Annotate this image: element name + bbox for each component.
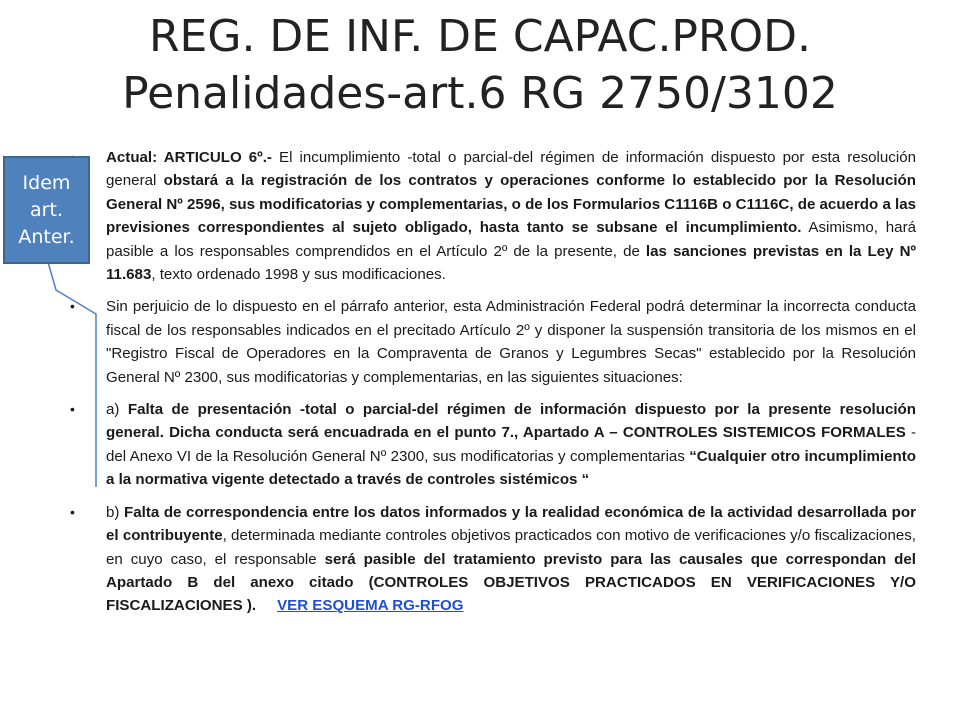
bullet-article-6 — [70, 146, 916, 286]
text-run: Asimismo, hará pasible a los responsables comprendidos en el Artículo 2º de la presente, de — [106, 219, 917, 260]
idem-art-anter-callout — [3, 156, 90, 264]
ver-esquema-link[interactable]: VER ESQUEMA RG-RFOG — [277, 597, 464, 615]
text-run: , determinada mediante controles objetivos practicados con motivo de verificaciones y/o fiscalizaciones, en cuyo caso, el responsable — [106, 527, 916, 568]
text-run: a) — [106, 401, 128, 419]
bullet-case-b — [70, 501, 916, 618]
bold-run: Falta de presentación -total o parcial-del régimen de información dispuesto por la presente resolución general. Dicha conducta será encuadrada en el punto 7., Apartado A – CONTROLES SISTEMICOS FORMALES — [106, 401, 916, 442]
article-heading: Actual: ARTICULO 6º.- — [106, 149, 280, 166]
text-run: -del Anexo VI de la Resolución General Nº 2300, sus modificatorias y complementarias — [106, 424, 916, 465]
callout-line-2: art. — [30, 198, 63, 221]
spacer-run — [256, 597, 277, 614]
bullet-marker: • — [70, 298, 75, 315]
bold-run: las sanciones previstas en la Ley Nº 11.683 — [106, 242, 916, 284]
callout-line-1: Idem — [22, 171, 71, 194]
callout-line-3: Anter. — [18, 225, 75, 248]
bullet-suspension — [70, 295, 916, 389]
slide-title — [40, 8, 920, 122]
bullet-marker: • — [70, 401, 75, 418]
bullet-case-a — [70, 398, 916, 492]
text-run: b) — [106, 503, 125, 521]
slide-title-line-1: REG. DE INF. DE CAPAC.PROD. — [148, 11, 812, 62]
text-run: Sin perjuicio de lo dispuesto en el párrafo anterior, esta Administración Federal podrá determinar la incorrecta conducta fiscal de los responsables indicados en el precitado Artículo 2º y disponer la suspensión transitoria de los mismos en el "Registro Fiscal de Operadores en la Compraventa de Granos y Legumbres Secas" establecido por la Resolución General Nº 2300, sus modificatorias y complementarias, en las siguientes situaciones: — [106, 298, 916, 386]
slide-body — [70, 146, 916, 627]
bold-run: “Cualquier otro incumplimiento a la normativa vigente detectado a través de controles sistémicos “ — [106, 447, 916, 489]
bold-run: será pasible del tratamiento previsto para las causales que correspondan del Apartado B del anexo citado (CONTROLES OBJETIVOS PRACTICADOS EN VERIFICACIONES Y/O FISCALIZACIONES ). — [106, 550, 916, 615]
bold-run: Falta de correspondencia entre los datos informados y la realidad económica de la actividad desarrollada por el contribuyente — [106, 503, 916, 545]
text-run: El incumplimiento -total o parcial-del régimen de información dispuesto por esta resolución general — [106, 149, 916, 190]
bullet-marker: • — [70, 503, 75, 520]
bold-run: obstará a la registración de los contratos y operaciones conforme lo establecido por la Resolución General Nº 2596, sus modificatorias y complementarias, o de los Formularios C1116B o C1116C, de acuerdo a las previsiones correspondientes al sujeto obligado, hasta tanto se subsane el incumplimiento. — [106, 172, 917, 237]
text-run: , texto ordenado 1998 y sus modificaciones. — [151, 266, 446, 284]
slide-title-line-2: Penalidades-art.6 RG 2750/3102 — [122, 68, 838, 119]
